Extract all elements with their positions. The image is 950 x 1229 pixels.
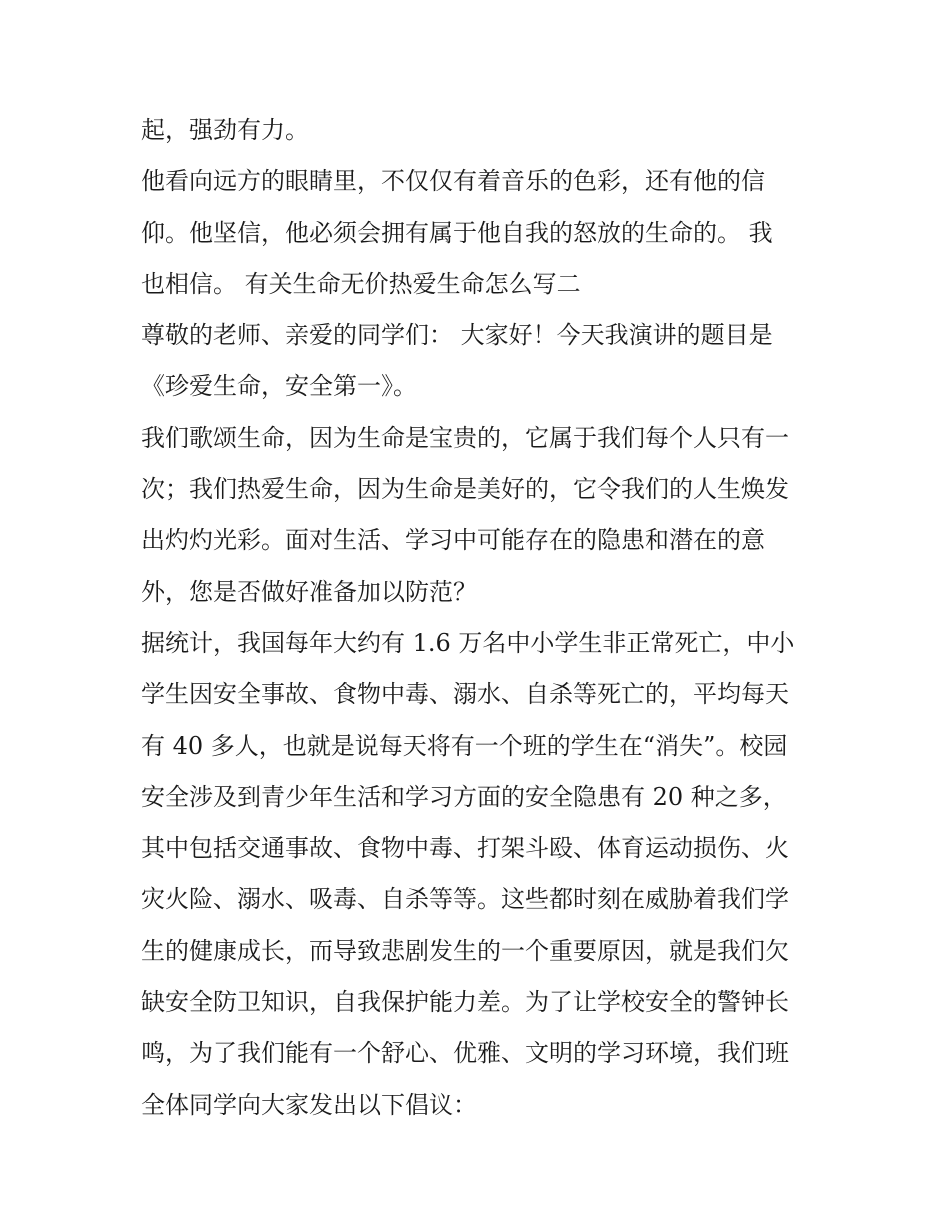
text-line-1: 起，强劲有力。 [141, 116, 309, 144]
text-line-15: 其中包括交通事故、食物中毒、打架斗殴、体育运动损伤、火 [141, 834, 789, 863]
text-line-20: 全体同学向大家发出以下倡议： [141, 1090, 477, 1119]
document-body [141, 105, 821, 1131]
text-line-6: 《珍爱生命，安全第一》。 [141, 372, 417, 401]
text-line-2: 他看向远方的眼睛里，不仅仅有着音乐的色彩，还有他的信 [141, 167, 765, 196]
text-line-7: 我们歌颂生命，因为生命是宝贵的，它属于我们每个人只有一 [141, 423, 789, 452]
text-line-11: 据统计，我国每年大约有 1.6 万名中小学生非正常死亡，中小 [141, 628, 795, 657]
text-line-17: 生的健康成长，而导致悲剧发生的一个重要原因，就是我们欠 [141, 936, 789, 965]
text-line-8: 次；我们热爱生命，因为生命是美好的，它令我们的人生焕发 [141, 475, 789, 504]
text-line-10: 外，您是否做好准备加以防范？ [141, 577, 477, 606]
text-line-14: 安全涉及到青少年生活和学习方面的安全隐患有 20 种之多， [141, 782, 787, 811]
text-line-19: 鸣，为了我们能有一个舒心、优雅、文明的学习环境，我们班 [141, 1039, 789, 1068]
text-line-3: 仰。他坚信，他必须会拥有属于他自我的怒放的生命的。 我 [141, 218, 773, 247]
text-line-5: 尊敬的老师、亲爱的同学们： 大家好！今天我演讲的题目是 [141, 321, 773, 350]
text-line-13: 有 40 多人，也就是说每天将有一个班的学生在“消失”。校园 [141, 731, 788, 760]
text-line-4: 也相信。 有关生命无价热爱生命怎么写二 [141, 269, 581, 298]
text-line-18: 缺安全防卫知识，自我保护能力差。为了让学校安全的警钟长 [141, 988, 789, 1017]
text-line-16: 灾火险、溺水、吸毒、自杀等等。这些都时刻在威胁着我们学 [141, 885, 789, 914]
text-line-9: 出灼灼光彩。面对生活、学习中可能存在的隐患和潜在的意 [141, 526, 765, 555]
text-line-12: 学生因安全事故、食物中毒、溺水、自杀等死亡的，平均每天 [141, 680, 789, 709]
